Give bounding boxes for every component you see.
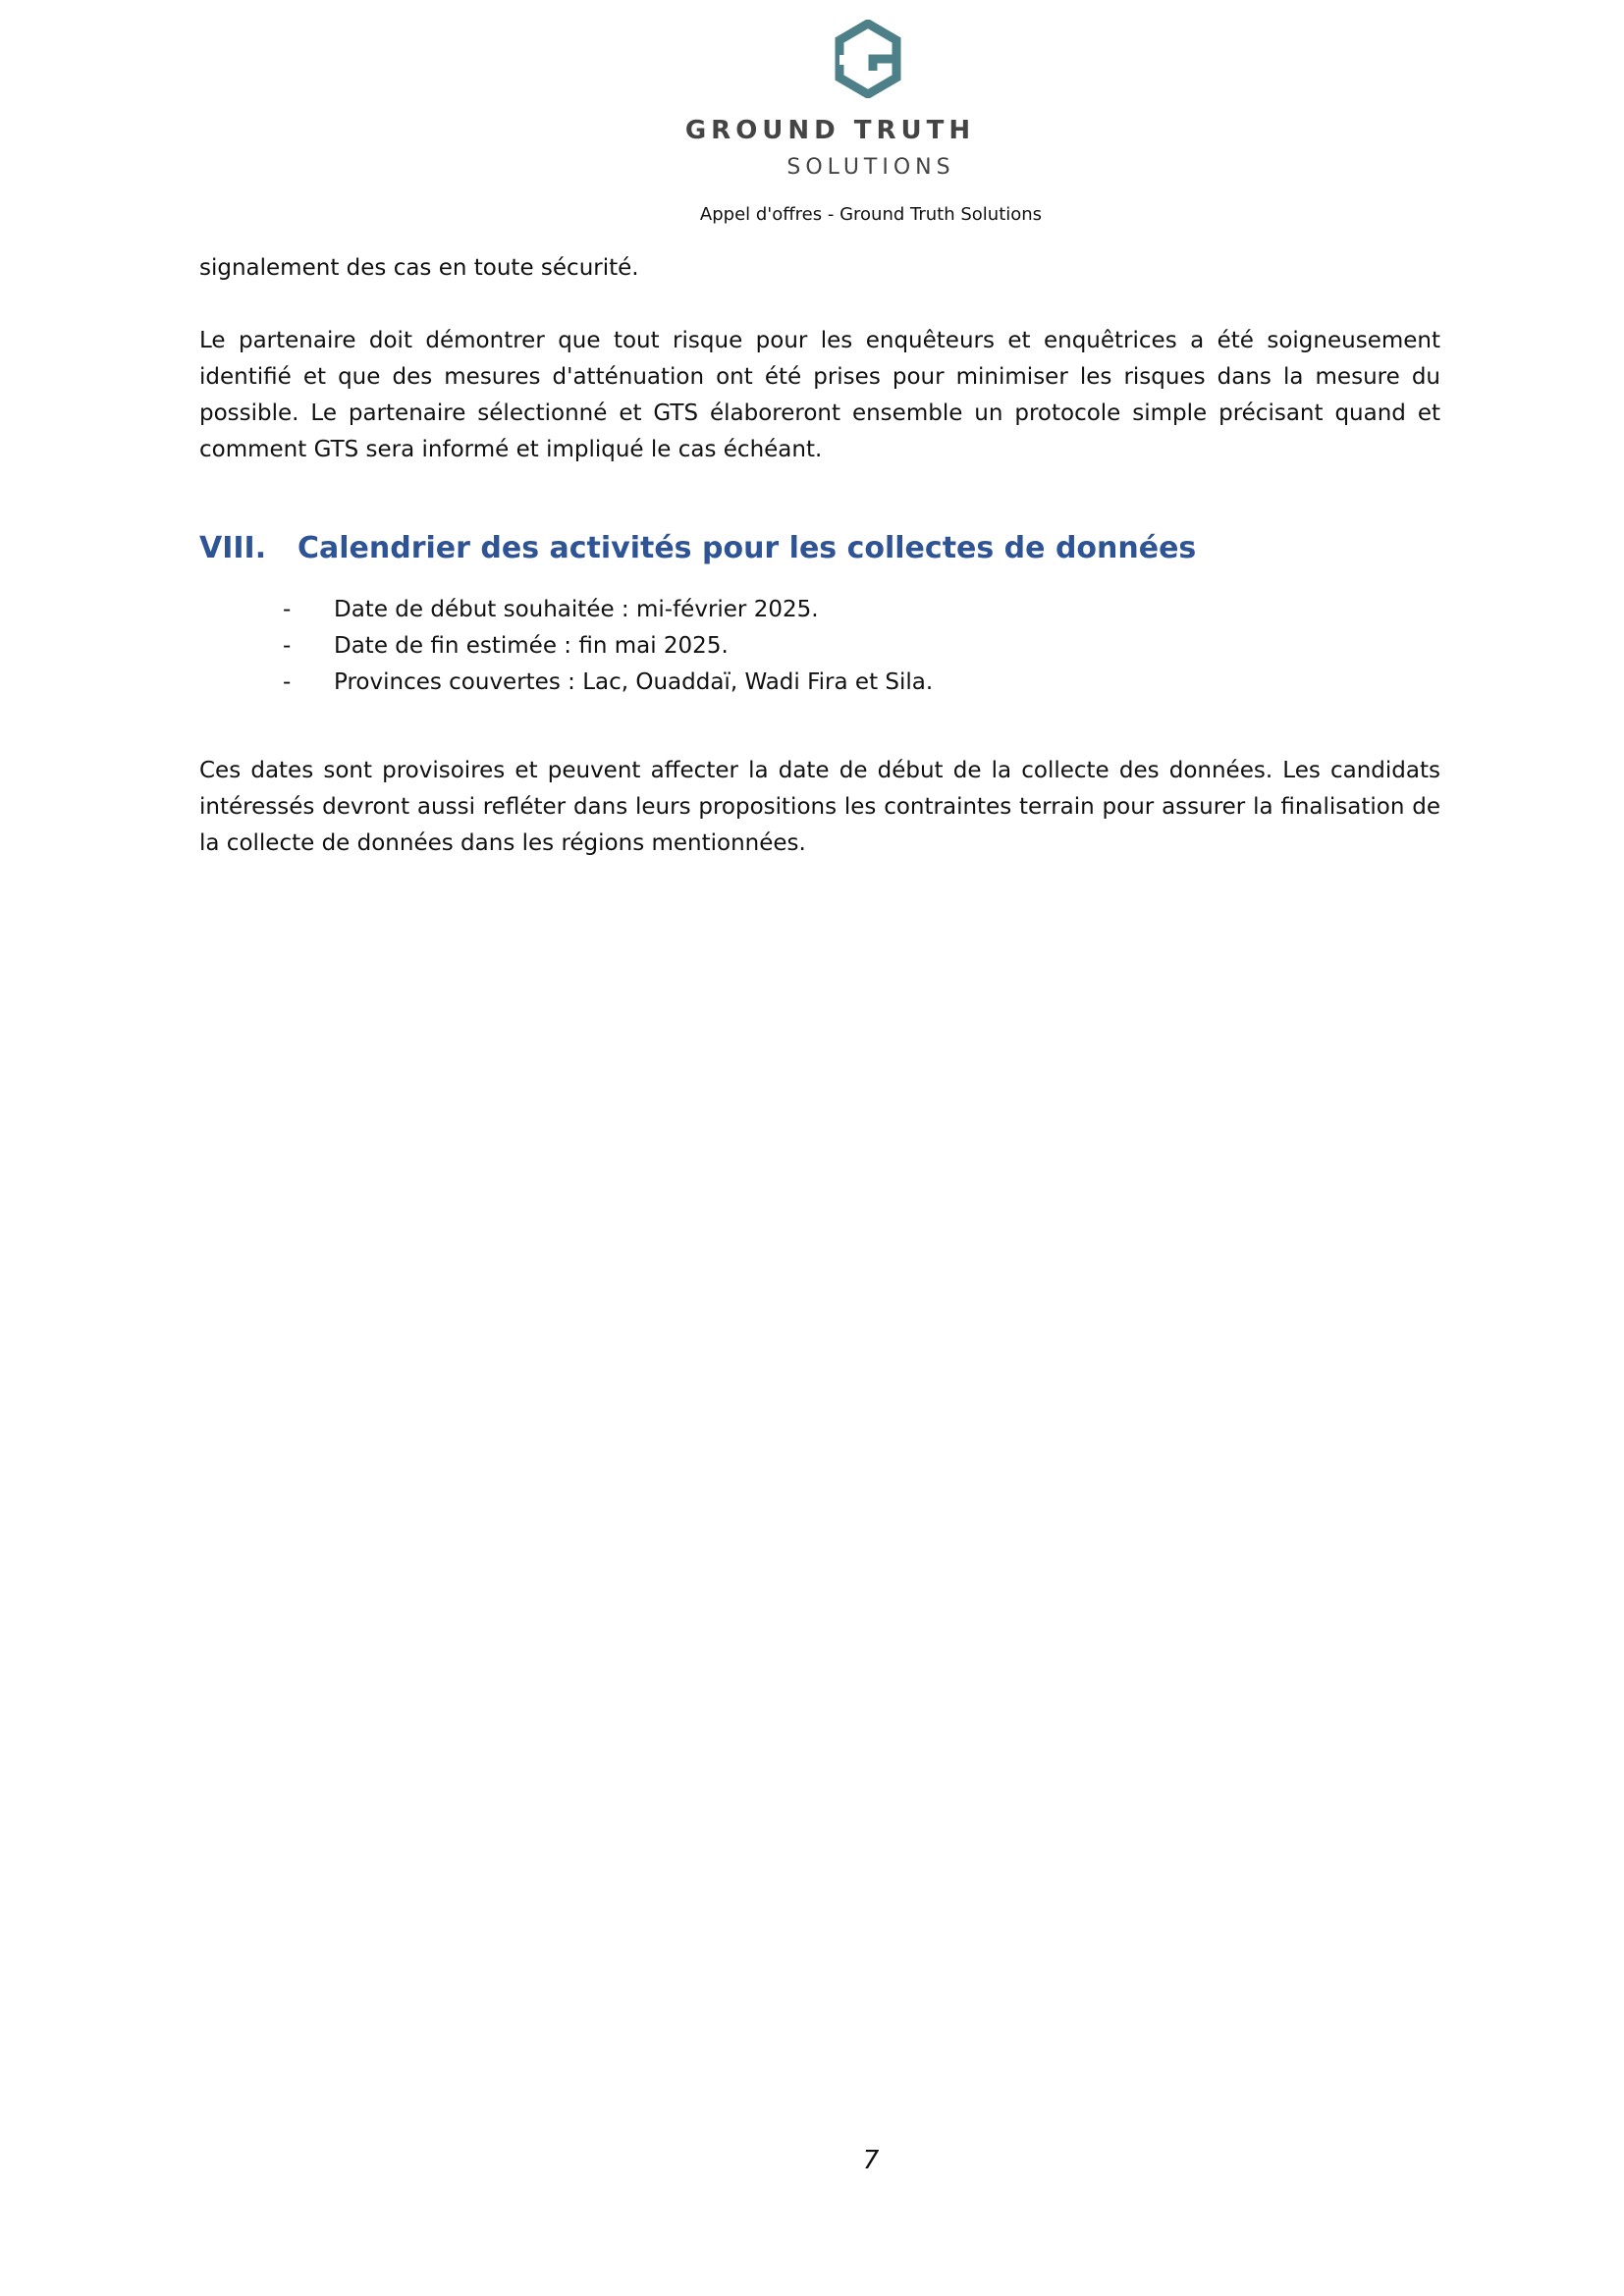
section-title: Calendrier des activités pour les collectes de données [298,531,1197,565]
schedule-list [283,592,1363,701]
logo-wordmark-line1: GROUND TRUTH [684,116,976,145]
section-heading [199,531,1440,565]
body-paragraph: Le partenaire doit démontrer que tout risque pour les enquêteurs et enquêtrices a été soigneusement identifié et que des mesures d'atténuation ont été prises pour minimiser les risques dans la mesure du possible. Le partenaire sélectionné et GTS élaboreront ensemble un protocole simple précisant quand et comment GTS sera informé et impliqué le cas échéant. [199,328,1440,462]
bullet-marker: - [283,597,292,622]
body-paragraph: signalement des cas en toute sécurité. [199,255,639,281]
list-item [283,628,1363,665]
header-note: Appel d'offres - Ground Truth Solutions [699,204,1043,225]
list-item-text: Date de début souhaitée : mi-février 2025. [334,597,819,622]
body-paragraph: Ces dates sont provisoires et peuvent affecter la date de début de la collecte des données. Les candidats intéressés devront aussi refléter dans leurs propositions les contraintes terrain pour assurer la finalisation de la collecte de données dans les régions mentionnées. [199,758,1440,856]
list-item-text: Date de fin estimée : fin mai 2025. [334,633,729,659]
page-number: 7 [862,2146,880,2175]
list-item [283,592,1363,628]
list-item-text: Provinces couvertes : Lac, Ouaddaï, Wadi Fira et Sila. [334,669,934,695]
bullet-marker: - [283,633,292,659]
list-item [283,665,1363,701]
section-number: VIII. [199,531,267,565]
ground-truth-logo-icon [834,20,902,98]
bullet-marker: - [283,669,292,695]
logo-wordmark-line2: SOLUTIONS [786,155,955,180]
